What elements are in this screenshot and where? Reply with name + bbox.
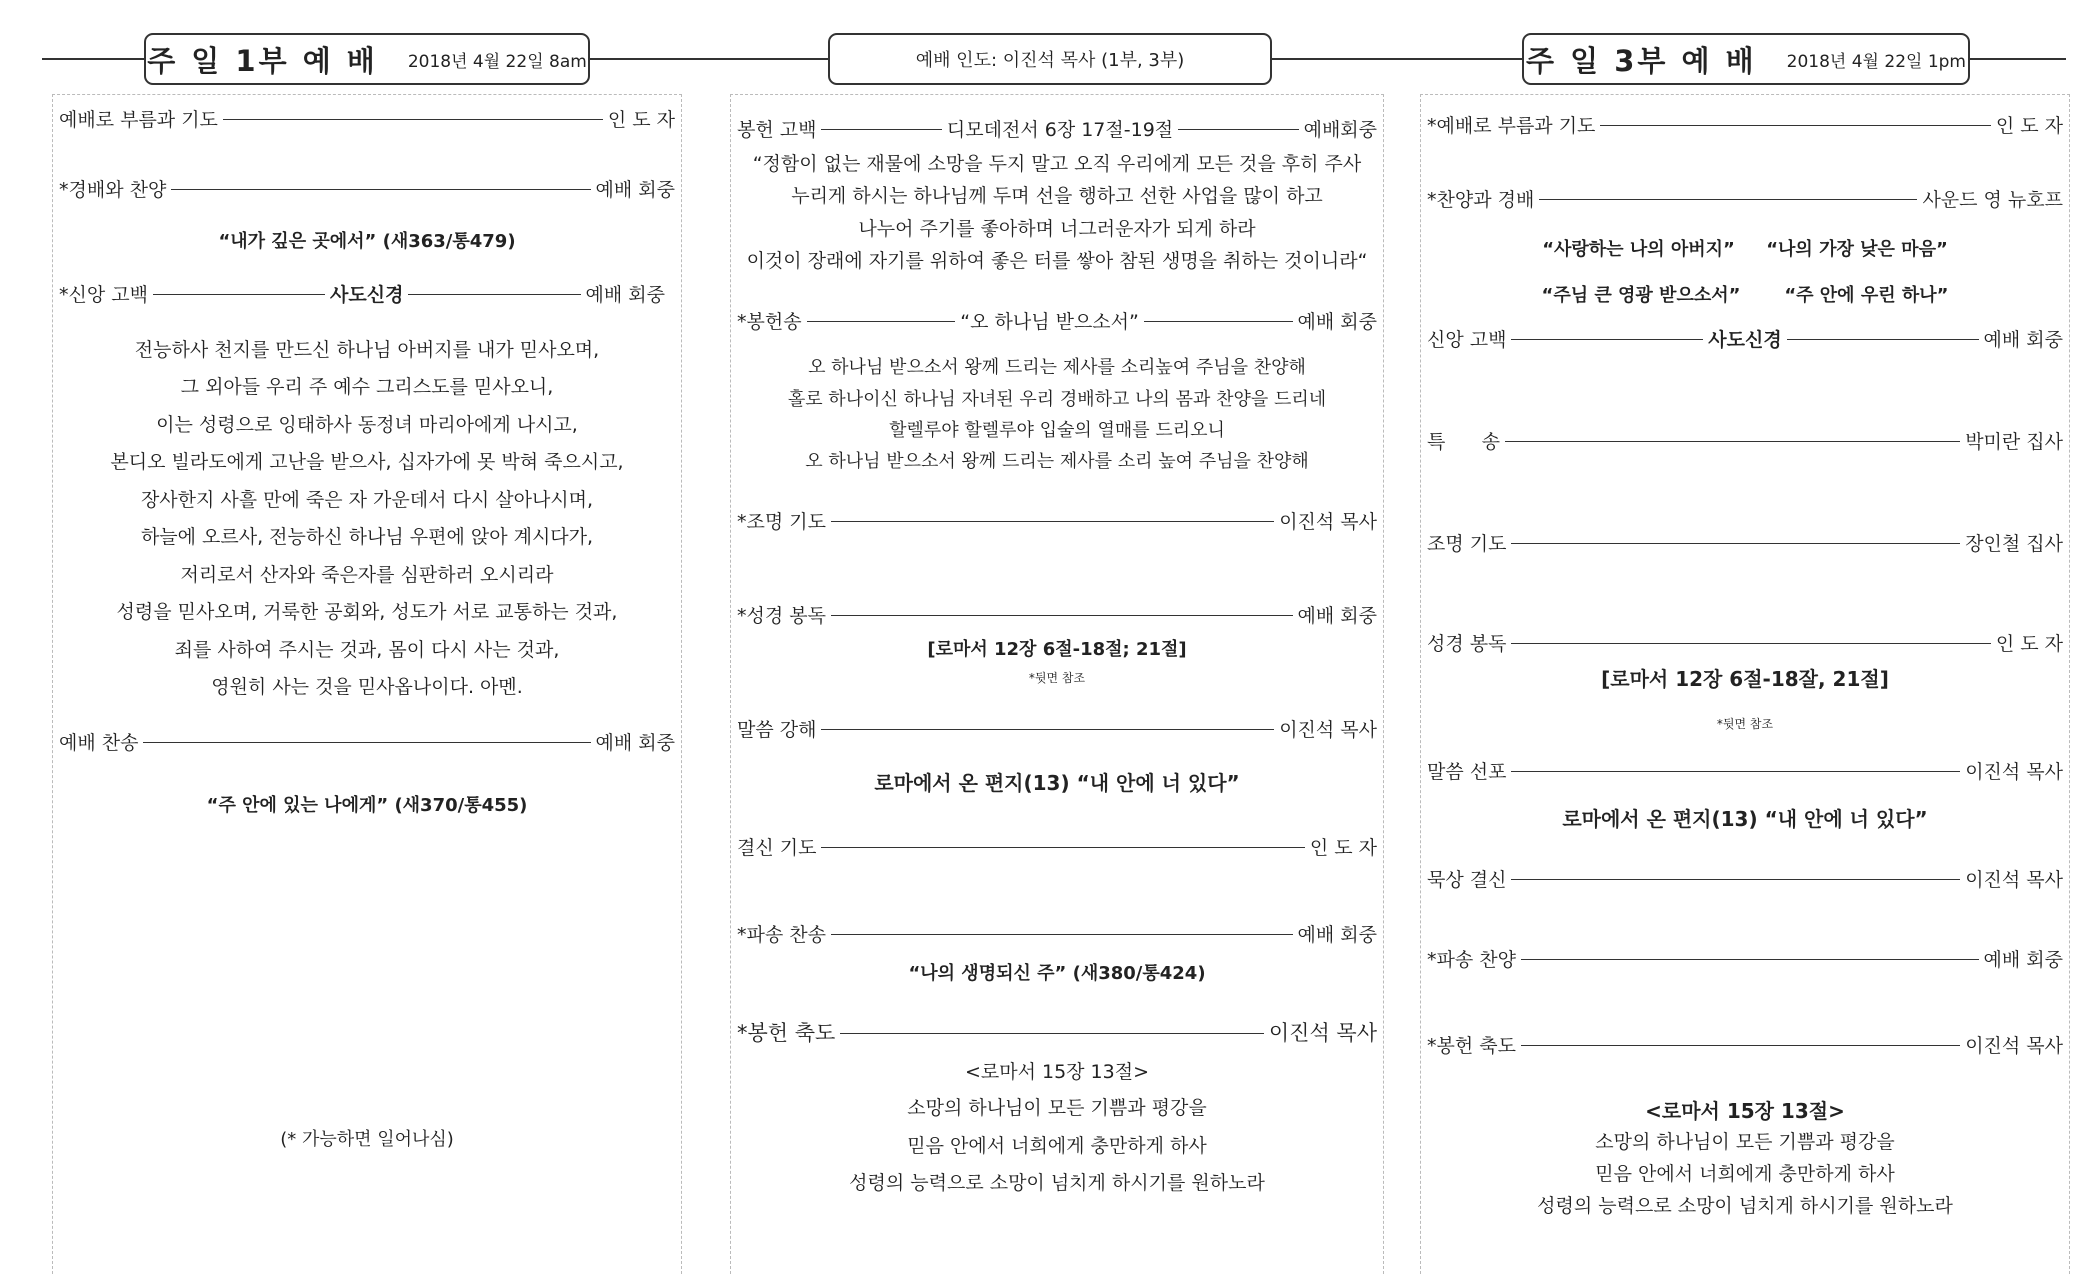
- closing-hymn-song: “나의 생명되신 주” (새380/통424): [908, 963, 1206, 984]
- scripture-reference-3: [로마서 12장 6절-18잘, 21절]: [1601, 667, 1889, 691]
- leader-header: [828, 33, 1272, 85]
- benediction-row-3: *봉헌 축도 이진석 목사: [1427, 1035, 2063, 1057]
- praise-songs-line-2: “주님 큰 영광 받으소서” “주 안에 우린 하나”: [1541, 285, 1949, 306]
- service3-column: *예배로 부름과 기도 인 도 자 *찬양과 경배 사운드 영 뉴호프 “사랑하는 나의 아버지” “나의 가장 낮은 마음” “주님 큰 영광 받으소서” “주 안에 우린 하나” 신앙 고백 사도신경 예배 회중 특 송 박미란 집사 조명 기도 장인철 집사 성경 봉독 인 도 자 [로마서 12장 6절-18잘, 21절] *뒷면 참조 말씀 선포 이진석 목사 로마에서 온 편지(13) “내 안에 너 있다” 묵상 결신 이진석 목사 *파송 찬양 예배 회중 *봉헌 축도 이진석 목사 <로마서 15장 13절> 소망의 하나님이 모든 기쁨과 평강을 믿음 안에서 너희에게 충만하게 하사 성령의 능력으로 소망이 넘치게 하시기를 원하노라: [1420, 94, 2070, 1275]
- scripture-note: *뒷면 참조: [1028, 671, 1086, 685]
- illumination-prayer-row: *조명 기도 이진석 목사: [737, 511, 1377, 533]
- sermon-row: 말씀 강해 이진석 목사: [737, 719, 1377, 741]
- service1-title: 주 일 1부 예 배: [147, 43, 378, 78]
- praise-row: *경배와 찬양 예배 회중: [59, 179, 675, 201]
- header-rule-center-left: [588, 58, 830, 60]
- scripture-reading-row: *성경 봉독 예배 회중: [737, 605, 1377, 627]
- benediction-reference: <로마서 15장 13절>: [964, 1061, 1150, 1083]
- scripture-reading-row-3: 성경 봉독 인 도 자: [1427, 633, 2063, 655]
- header-rule-right: [1968, 58, 2066, 60]
- offering-confession-row: 봉헌 고백 디모데전서 6장 17절-19절 예배회중: [737, 119, 1378, 141]
- service1-date: 2018년 4월 22일 8am: [407, 51, 587, 72]
- praise-row-3: *찬양과 경배 사운드 영 뉴호프: [1427, 189, 2063, 211]
- order-column: 봉헌 고백 디모데전서 6장 17절-19절 예배회중 “정함이 없는 재물에 소망을 두지 말고 오직 우리에게 모든 것을 후히 주사 누리게 하시는 하나님께 두며 선을 행하고 선한 사업을 많이 하고 나누어 주기를 좋아하며 너그러운자가 되게 하라 이것이 장래에 자기를 위하여 좋은 터를 쌓아 참된 생명을 취하는 것이니라“ *봉헌송 “오 하나님 받으소서” 예배 회중 오 하나님 받으소서 왕께 드리는 제사를 소리높여 주님을 찬양해 홀로 하나이신 하나님 자녀된 우리 경배하고 나의 몸과 찬양을 드리네 할렐루야 할렐루야 입술의 열매를 드리오니 오 하나님 받으소서 왕께 드리는 제사를 소리 높여 주님을 찬양해 *조명 기도 이진석 목사 *성경 봉독 예배 회중 [로마서 12장 6절-18절; 21절] *뒷면 참조 말씀 강해 이진석 목사 로마에서 온 편지(13) “내 안에 너 있다” 결신 기도 인 도 자 *파송 찬송 예배 회중 “나의 생명되신 주” (새380/통424) *봉헌 축도 이진석 목사 <로마서 15장 13절> 소망의 하나님이 모든 기쁨과 평강을 믿음 안에서 너희에게 충만하게 하사 성령의 능력으로 소망이 넘치게 하시기를 원하노라: [730, 94, 1384, 1275]
- header-rule-center-right: [1270, 58, 1522, 60]
- leader-text: 예배 인도: 이진석 목사 (1부, 3부): [915, 50, 1185, 71]
- benediction-reference-3: <로마서 15장 13절>: [1645, 1099, 1845, 1123]
- service1-column: 예배로 부름과 기도 인 도 자 *경배와 찬양 예배 회중 “내가 깊은 곳에서” (새363/통479) *신앙 고백 사도신경 예배 회중 전능하사 천지를 만드신 하나님 아버지를 내가 믿사오며, 그 외아들 우리 주 예수 그리스도를 믿사오니, 이는 성령으로 잉태하사 동정녀 마리아에게 나시고, 본디오 빌라도에게 고난을 받으사, 십자가에 못 박혀 죽으시고, 장사한지 사흘 만에 죽은 자 가운데서 다시 살아나시며, 하늘에 오르사, 전능하신 하나님 우편에 앉아 계시다가, 저리로서 산자와 죽은자를 심판하러 오시리라 성령을 믿사오며, 거룩한 공회와, 성도가 서로 교통하는 것과, 죄를 사하여 주시는 것과, 몸이 다시 사는 것과, 영원히 사는 것을 믿사옵나이다. 아멘. 예배 찬송 예배 회중 “주 안에 있는 나에게” (새370/통455) (* 가능하면 일어나심): [52, 94, 682, 1275]
- service3-date: 2018년 4월 22일 1pm: [1786, 51, 1966, 72]
- decision-prayer-row: 결신 기도 인 도 자: [737, 837, 1377, 859]
- creed-row-3: 신앙 고백 사도신경 예배 회중: [1427, 329, 2064, 351]
- sermon-title-3: 로마에서 온 편지(13) “내 안에 너 있다”: [1562, 807, 1928, 831]
- benediction-row: *봉헌 축도 이진석 목사: [737, 1021, 1377, 1045]
- illumination-prayer-row-3: 조명 기도 장인철 집사: [1427, 533, 2063, 555]
- standing-note: (* 가능하면 일어나심): [280, 1129, 454, 1150]
- special-music-row: 특 송 박미란 집사: [1427, 431, 2063, 453]
- hymn-row: 예배 찬송 예배 회중: [59, 732, 675, 754]
- sermon-title: 로마에서 온 편지(13) “내 안에 너 있다”: [874, 771, 1240, 795]
- praise-songs-line-1: “사랑하는 나의 아버지” “나의 가장 낮은 마음”: [1542, 239, 1948, 260]
- hymn-song: “주 안에 있는 나에게” (새370/통455): [206, 795, 528, 816]
- service1-header: [144, 33, 590, 85]
- creed-row: *신앙 고백 사도신경 예배 회중: [59, 284, 666, 306]
- scripture-note-3: *뒷면 참조: [1716, 717, 1774, 731]
- service3-header: [1522, 33, 1970, 85]
- praise-song: “내가 깊은 곳에서” (새363/통479): [218, 231, 516, 252]
- call-to-worship-row: 예배로 부름과 기도 인 도 자: [59, 109, 675, 131]
- offertory-song-row: *봉헌송 “오 하나님 받으소서” 예배 회중: [737, 311, 1378, 333]
- scripture-reference: [로마서 12장 6절-18절; 21절]: [927, 639, 1187, 660]
- call-to-worship-row-3: *예배로 부름과 기도 인 도 자: [1427, 115, 2063, 137]
- closing-hymn-row-3: *파송 찬양 예배 회중: [1427, 949, 2063, 971]
- header-rule-left: [42, 58, 146, 60]
- service3-title: 주 일 3부 예 배: [1526, 43, 1757, 78]
- closing-hymn-row: *파송 찬송 예배 회중: [737, 924, 1377, 946]
- sermon-row-3: 말씀 선포 이진석 목사: [1427, 761, 2063, 783]
- meditation-row: 묵상 결신 이진석 목사: [1427, 869, 2063, 891]
